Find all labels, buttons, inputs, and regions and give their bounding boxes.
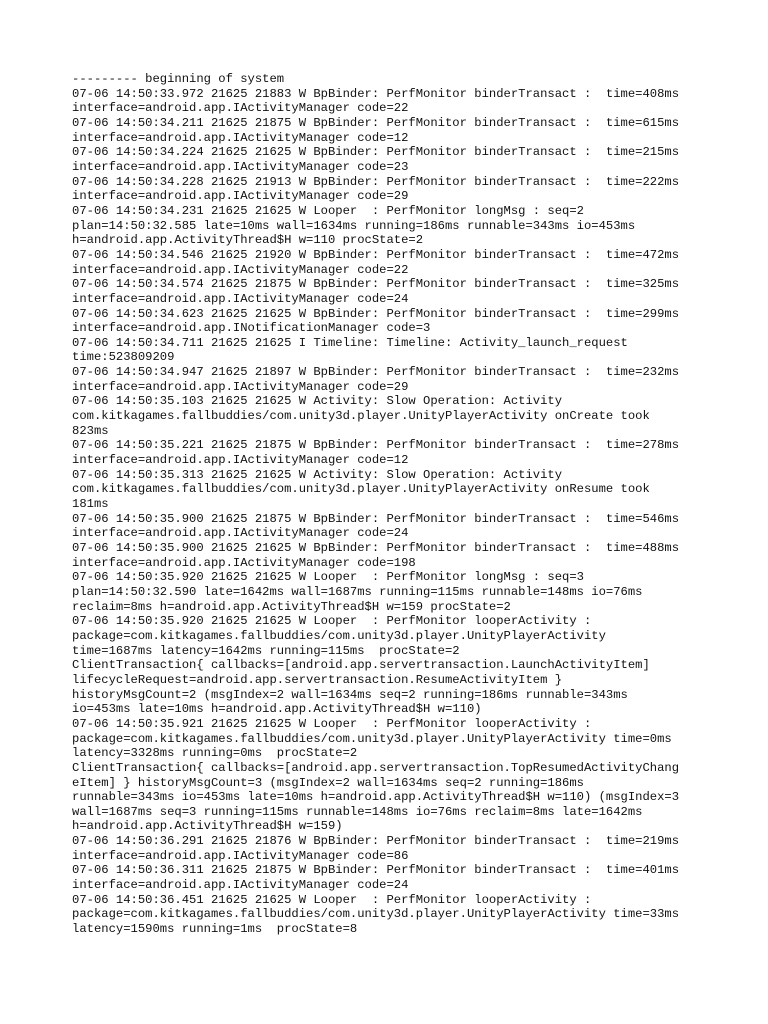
log-line: time:523809209: [72, 350, 175, 365]
log-line: 823ms: [72, 423, 109, 438]
log-line: interface=android.app.IActivityManager code=86: [72, 848, 409, 863]
log-line: 07-06 14:50:35.921 21625 21625 W Looper : PerfMonitor looperActivity :: [72, 716, 592, 731]
log-line: 07-06 14:50:34.574 21625 21875 W BpBinder: PerfMonitor binderTransact : time=325ms: [72, 277, 680, 292]
log-line: 07-06 14:50:34.228 21625 21913 W BpBinder: PerfMonitor binderTransact : time=222ms: [72, 174, 680, 189]
log-line: ClientTransaction{ callbacks=[android.app.servertransaction.LaunchActivityItem]: [72, 658, 650, 673]
log-line: 07-06 14:50:35.900 21625 21875 W BpBinder: PerfMonitor binderTransact : time=546ms: [72, 511, 680, 526]
log-line: 07-06 14:50:35.221 21625 21875 W BpBinder: PerfMonitor binderTransact : time=278ms: [72, 438, 680, 453]
log-line: 07-06 14:50:34.623 21625 21625 W BpBinder: PerfMonitor binderTransact : time=299ms: [72, 306, 680, 321]
log-line: --------- beginning of system: [72, 72, 285, 86]
log-line: interface=android.app.IActivityManager code=22: [72, 101, 409, 116]
log-line: 07-06 14:50:33.972 21625 21883 W BpBinder: PerfMonitor binderTransact : time=408ms: [72, 86, 680, 101]
log-line: reclaim=8ms h=android.app.ActivityThread$H w=159 procState=2: [72, 599, 511, 614]
log-line: io=453ms late=10ms h=android.app.ActivityThread$H w=110): [72, 702, 482, 717]
log-line: 07-06 14:50:35.313 21625 21625 W Activity: Slow Operation: Activity: [72, 467, 563, 482]
log-document: [72, 72, 712, 937]
log-line: interface=android.app.IActivityManager code=22: [72, 262, 409, 277]
log-line: 07-06 14:50:34.211 21625 21875 W BpBinder: PerfMonitor binderTransact : time=615ms: [72, 115, 680, 130]
log-line: ClientTransaction{ callbacks=[android.app.servertransaction.TopResumedActivityChang: [72, 760, 680, 775]
log-line: com.kitkagames.fallbuddies/com.unity3d.player.UnityPlayerActivity onResume took: [72, 482, 650, 497]
log-line: h=android.app.ActivityThread$H w=159): [72, 819, 343, 834]
log-line: interface=android.app.IActivityManager code=23: [72, 159, 409, 174]
log-line: 181ms: [72, 497, 109, 512]
log-line: interface=android.app.IActivityManager code=24: [72, 878, 409, 893]
log-line: package=com.kitkagames.fallbuddies/com.unity3d.player.UnityPlayerActivity time=0ms: [72, 731, 672, 746]
log-line: com.kitkagames.fallbuddies/com.unity3d.player.UnityPlayerActivity onCreate took: [72, 409, 650, 424]
log-line: 07-06 14:50:36.311 21625 21875 W BpBinder: PerfMonitor binderTransact : time=401ms: [72, 863, 680, 878]
log-line: 07-06 14:50:34.711 21625 21625 I Timeline: Timeline: Activity_launch_request: [72, 335, 628, 350]
log-line: 07-06 14:50:35.920 21625 21625 W Looper : PerfMonitor looperActivity :: [72, 614, 592, 629]
log-line: interface=android.app.IActivityManager code=29: [72, 379, 409, 394]
log-line: plan=14:50:32.585 late=10ms wall=1634ms running=186ms runnable=343ms io=453ms: [72, 218, 636, 233]
log-line: 07-06 14:50:34.546 21625 21920 W BpBinder: PerfMonitor binderTransact : time=472ms: [72, 247, 680, 262]
log-line: eItem] } historyMsgCount=3 (msgIndex=2 wall=1634ms seq=2 running=186ms: [72, 775, 584, 790]
log-line: 07-06 14:50:34.947 21625 21897 W BpBinder: PerfMonitor binderTransact : time=232ms: [72, 365, 680, 380]
log-line: plan=14:50:32.590 late=1642ms wall=1687ms running=115ms runnable=148ms io=76ms: [72, 584, 643, 599]
log-line: package=com.kitkagames.fallbuddies/com.unity3d.player.UnityPlayerActivity: [72, 628, 606, 643]
log-line: lifecycleRequest=android.app.servertransaction.ResumeActivityItem }: [72, 672, 563, 687]
log-line: interface=android.app.IActivityManager code=24: [72, 291, 409, 306]
log-line: latency=1590ms running=1ms procState=8: [72, 922, 358, 937]
log-line: 07-06 14:50:34.224 21625 21625 W BpBinder: PerfMonitor binderTransact : time=215ms: [72, 145, 680, 160]
log-line: 07-06 14:50:35.900 21625 21625 W BpBinder: PerfMonitor binderTransact : time=488ms: [72, 541, 680, 555]
log-line: runnable=343ms io=453ms late=10ms h=android.app.ActivityThread$H w=110) (msgIndex=3: [72, 790, 680, 805]
log-line: interface=android.app.IActivityManager code=29: [72, 189, 409, 204]
log-line: interface=android.app.IActivityManager code=12: [72, 130, 409, 145]
log-line: 07-06 14:50:36.451 21625 21625 W Looper : PerfMonitor looperActivity :: [72, 892, 592, 907]
log-line: 07-06 14:50:34.231 21625 21625 W Looper : PerfMonitor longMsg : seq=2: [72, 203, 584, 218]
log-line: wall=1687ms seq=3 running=115ms runnable=148ms io=76ms reclaim=8ms late=1642ms: [72, 804, 643, 819]
log-line: 07-06 14:50:36.291 21625 21876 W BpBinder: PerfMonitor binderTransact : time=219ms: [72, 834, 680, 849]
log-line: interface=android.app.IActivityManager code=198: [72, 555, 416, 570]
log-line: interface=android.app.INotificationManager code=3: [72, 321, 431, 336]
log-line: 07-06 14:50:35.103 21625 21625 W Activity: Slow Operation: Activity: [72, 394, 563, 409]
log-line: interface=android.app.IActivityManager code=12: [72, 453, 409, 468]
log-line: latency=3328ms running=0ms procState=2: [72, 746, 358, 761]
log-line: h=android.app.ActivityThread$H w=110 procState=2: [72, 233, 424, 248]
log-line: 07-06 14:50:35.920 21625 21625 W Looper : PerfMonitor longMsg : seq=3: [72, 570, 584, 585]
log-line: interface=android.app.IActivityManager code=24: [72, 526, 409, 541]
log-line: package=com.kitkagames.fallbuddies/com.unity3d.player.UnityPlayerActivity time=33ms: [72, 907, 680, 922]
log-line: time=1687ms latency=1642ms running=115ms procState=2: [72, 643, 460, 658]
log-line: historyMsgCount=2 (msgIndex=2 wall=1634ms seq=2 running=186ms runnable=343ms: [72, 687, 628, 702]
